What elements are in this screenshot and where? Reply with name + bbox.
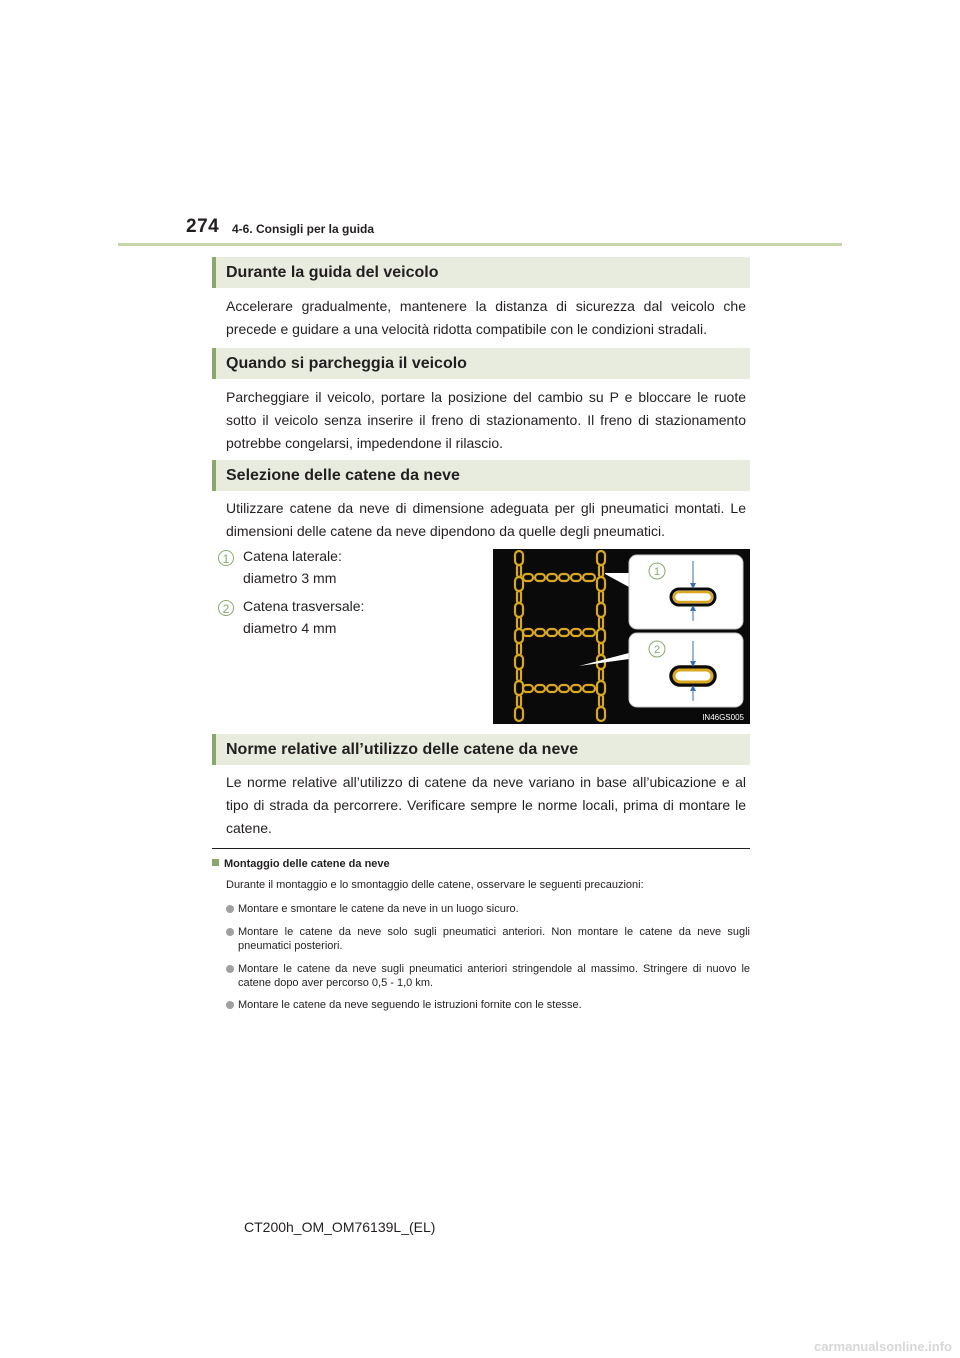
notes-intro: Durante il montaggio e lo smontaggio delle catene, osservare le seguenti precauzioni: (226, 879, 644, 891)
note-bullet: Montare le catene da neve sugli pneumatici anteriori stringendole al massimo. Stringere di nuovo le catene dopo aver percorso 0,5 - 1,0 km. (226, 962, 750, 990)
bullet-dot-icon (226, 965, 234, 973)
page-number: 274 (186, 216, 220, 237)
item-side-chain-value: diametro 3 mm (243, 570, 337, 586)
manual-code: CT200h_OM_OM76139L_(EL) (244, 1219, 436, 1235)
callout-box-1 (629, 555, 743, 629)
cross-chain-middle (523, 629, 595, 636)
callout-number-1: 1 (653, 566, 661, 578)
chain-links (515, 551, 605, 721)
section-text-chain-regulations: Le norme relative all’utilizzo di catene da neve variano in base all’ubicazione e al tipo di strada da percorrere. Verificare sempre le norme locali, prima di montare le catene. (226, 774, 746, 836)
section-heading-parking: Quando si parcheggia il veicolo (212, 348, 750, 379)
section-heading-chain-regulations: Norme relative all’utilizzo delle catene da neve (212, 734, 750, 765)
notes-divider (212, 848, 750, 849)
item-cross-chain (243, 595, 443, 639)
section-heading-chain-selection: Selezione delle catene da neve (212, 460, 750, 491)
item-side-chain (243, 545, 443, 589)
note-bullet: Montare le catene da neve solo sugli pneumatici anteriori. Non montare le catene da neve sugli pneumatici posteriori. (226, 925, 750, 953)
callout-number-2: 2 (653, 644, 661, 656)
section-text-chain-selection: Utilizzare catene da neve di dimensione adeguata per gli pneumatici montati. Le dimensioni delle catene da neve dipendono da quelle degli pneumatici. (226, 500, 746, 539)
section-text-driving: Accelerare gradualmente, mantenere la distanza di sicurezza dal veicolo che precede e guidare a una velocità ridotta compatibile con le condizioni stradali. (226, 298, 746, 337)
section-label: 4-6. Consigli per la guida (232, 222, 375, 236)
figure-code: IN46GS005 (702, 713, 744, 722)
item-marker-2: 2 (218, 600, 234, 616)
notes-heading-text: Montaggio delle catene da neve (224, 858, 390, 870)
item-cross-chain-label: Catena trasversale: (243, 598, 365, 614)
section-text-parking: Parcheggiare il veicolo, portare la posizione del cambio su P e bloccare le ruote sotto il veicolo senza inserire il freno di stazionamento. Il freno di stazionamento potrebbe congelarsi, impedendone il rilascio. (226, 389, 746, 451)
square-bullet-icon (212, 859, 219, 866)
note-bullet: Montare e smontare le catene da neve in un luogo sicuro. (226, 902, 750, 916)
cross-chain-bottom (523, 685, 595, 692)
bullet-dot-icon (226, 905, 234, 913)
item-cross-chain-value: diametro 4 mm (243, 620, 337, 636)
header-rule (118, 243, 842, 246)
section-heading-driving: Durante la guida del veicolo (212, 257, 750, 288)
item-marker-1: 1 (218, 550, 234, 566)
cross-chain-top (523, 574, 595, 581)
snow-chain-figure (493, 549, 750, 724)
right-side-chain (597, 551, 605, 721)
item-side-chain-label: Catena laterale: (243, 548, 342, 564)
notes-heading (212, 858, 390, 870)
callout-box-2 (629, 633, 743, 707)
note-bullet: Montare le catene da neve seguendo le istruzioni fornite con le stesse. (226, 998, 750, 1012)
left-side-chain (515, 551, 523, 721)
snow-chain-illustration (493, 549, 750, 724)
watermark: carmanualsonline.info (814, 1339, 952, 1354)
bullet-dot-icon (226, 1001, 234, 1009)
bullet-dot-icon (226, 928, 234, 936)
